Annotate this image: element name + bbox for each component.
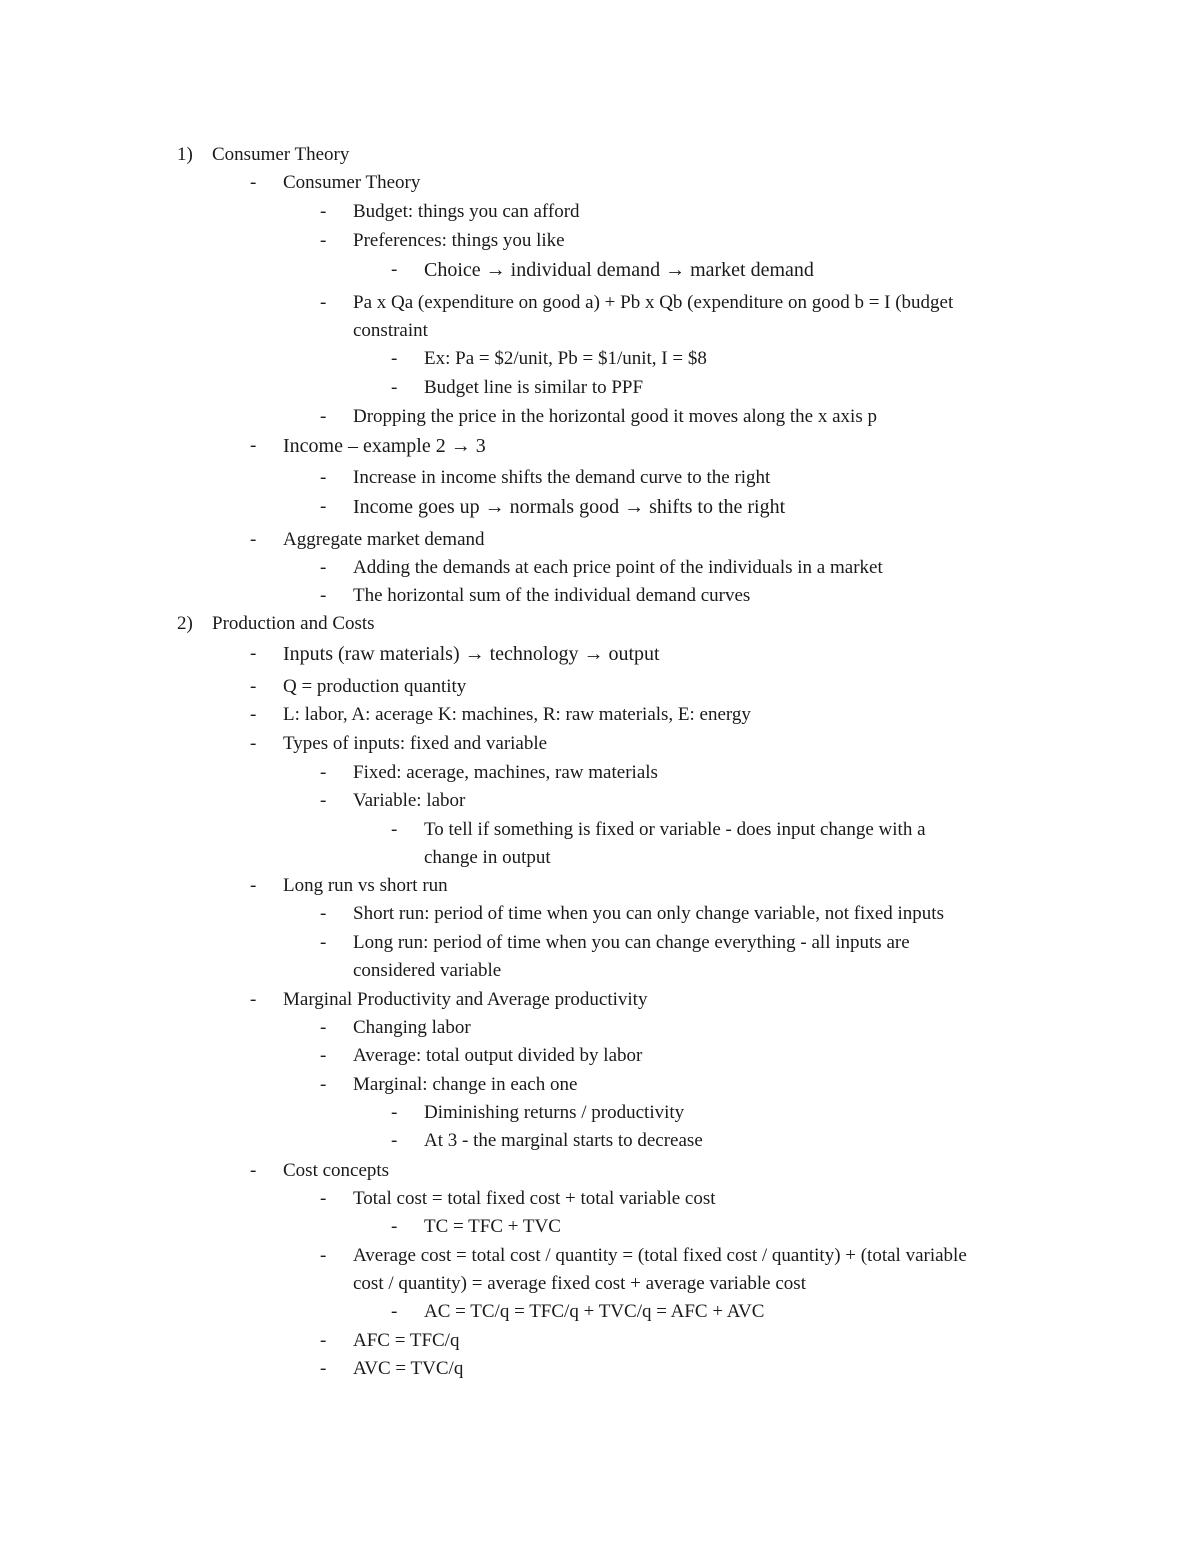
list-item-text: AFC = TFC/q — [353, 1330, 460, 1351]
list-marker: - — [320, 230, 327, 251]
list-item-text: Marginal Productivity and Average productivity — [283, 989, 648, 1010]
list-item-text: Production and Costs — [212, 613, 375, 634]
list-marker: - — [250, 643, 257, 664]
list-item-text: considered variable — [353, 960, 502, 981]
list-marker: - — [391, 1130, 398, 1151]
list-marker: - — [320, 467, 327, 488]
list-marker: - — [320, 1330, 327, 1351]
list-marker: - — [250, 435, 257, 456]
list-item-text: Q = production quantity — [283, 676, 467, 697]
list-marker: - — [320, 496, 327, 517]
list-item-text: Aggregate market demand — [283, 529, 485, 550]
list-item-text: Cost concepts — [283, 1160, 390, 1181]
list-marker: - — [250, 676, 257, 697]
list-item-text: Preferences: things you like — [353, 230, 565, 251]
list-item-text: AC = TC/q = TFC/q + TVC/q = AFC + AVC — [424, 1301, 765, 1322]
list-item-text: Total cost = total fixed cost + total variable cost — [353, 1188, 716, 1209]
list-marker: - — [320, 1358, 327, 1379]
list-marker: - — [320, 585, 327, 606]
list-item-text: At 3 - the marginal starts to decrease — [424, 1130, 703, 1151]
list-item-text: Ex: Pa = $2/unit, Pb = $1/unit, I = $8 — [424, 348, 707, 369]
list-item-text: TC = TFC + TVC — [424, 1216, 561, 1237]
list-item-text: Income – example 2 → 3 — [283, 435, 486, 457]
list-marker: - — [320, 1245, 327, 1266]
list-item-text: Changing labor — [353, 1017, 471, 1038]
list-item-text: Consumer Theory — [283, 172, 421, 193]
list-item-text: L: labor, A: acerage K: machines, R: raw materials, E: energy — [283, 704, 751, 725]
list-marker: - — [391, 1216, 398, 1237]
list-item-text: Short run: period of time when you can only change variable, not fixed inputs — [353, 903, 944, 924]
list-item-text: Long run: period of time when you can change everything - all inputs are — [353, 932, 910, 953]
list-marker: - — [250, 704, 257, 725]
list-item-text: cost / quantity) = average fixed cost + average variable cost — [353, 1273, 806, 1294]
list-item-text: Pa x Qa (expenditure on good a) + Pb x Qb (expenditure on good b = I (budget — [353, 292, 954, 313]
list-item-text: Types of inputs: fixed and variable — [283, 733, 548, 754]
list-marker: 1) — [177, 144, 193, 165]
list-marker: - — [391, 1102, 398, 1123]
list-item-text: The horizontal sum of the individual demand curves — [353, 585, 751, 606]
list-marker: - — [391, 819, 398, 840]
list-marker: - — [250, 875, 257, 896]
list-item-text: Adding the demands at each price point of the individuals in a market — [353, 557, 883, 578]
list-marker: - — [391, 259, 398, 280]
list-item-text: Budget: things you can afford — [353, 201, 580, 222]
list-marker: - — [391, 1301, 398, 1322]
list-marker: - — [320, 1188, 327, 1209]
list-item-text: Average: total output divided by labor — [353, 1045, 643, 1066]
list-item-text: Long run vs short run — [283, 875, 448, 896]
list-marker: - — [320, 557, 327, 578]
list-item-text: Fixed: acerage, machines, raw materials — [353, 762, 658, 783]
list-item-text: Variable: labor — [353, 790, 466, 811]
list-marker: - — [320, 406, 327, 427]
list-marker: - — [320, 292, 327, 313]
list-marker: - — [391, 348, 398, 369]
list-item-text: Increase in income shifts the demand curve to the right — [353, 467, 771, 488]
list-item-text: Average cost = total cost / quantity = (total fixed cost / quantity) + (total variable — [353, 1245, 967, 1266]
list-item-text: To tell if something is fixed or variable - does input change with a — [424, 819, 926, 840]
list-item-text: Consumer Theory — [212, 144, 350, 165]
list-marker: - — [391, 377, 398, 398]
list-marker: - — [320, 790, 327, 811]
list-item-text: Budget line is similar to PPF — [424, 377, 644, 398]
list-marker: - — [320, 1017, 327, 1038]
list-item-text: Choice → individual demand → market demand — [424, 259, 814, 281]
list-marker: - — [320, 932, 327, 953]
list-item-text: constraint — [353, 320, 428, 341]
list-marker: - — [250, 989, 257, 1010]
list-item-text: change in output — [424, 847, 551, 868]
list-marker: - — [320, 1074, 327, 1095]
list-marker: 2) — [177, 613, 193, 634]
list-marker: - — [320, 201, 327, 222]
list-marker: - — [250, 1160, 257, 1181]
list-marker: - — [250, 529, 257, 550]
list-marker: - — [320, 1045, 327, 1066]
list-item-text: Inputs (raw materials) → technology → output — [283, 643, 660, 665]
list-item-text: Marginal: change in each one — [353, 1074, 578, 1095]
list-marker: - — [250, 733, 257, 754]
list-item-text: Diminishing returns / productivity — [424, 1102, 685, 1123]
list-marker: - — [320, 762, 327, 783]
list-item-text: Dropping the price in the horizontal good it moves along the x axis p — [353, 406, 877, 427]
list-marker: - — [250, 172, 257, 193]
list-item-text: Income goes up → normals good → shifts to the right — [353, 496, 786, 518]
list-marker: - — [320, 903, 327, 924]
list-item-text: AVC = TVC/q — [353, 1358, 464, 1379]
